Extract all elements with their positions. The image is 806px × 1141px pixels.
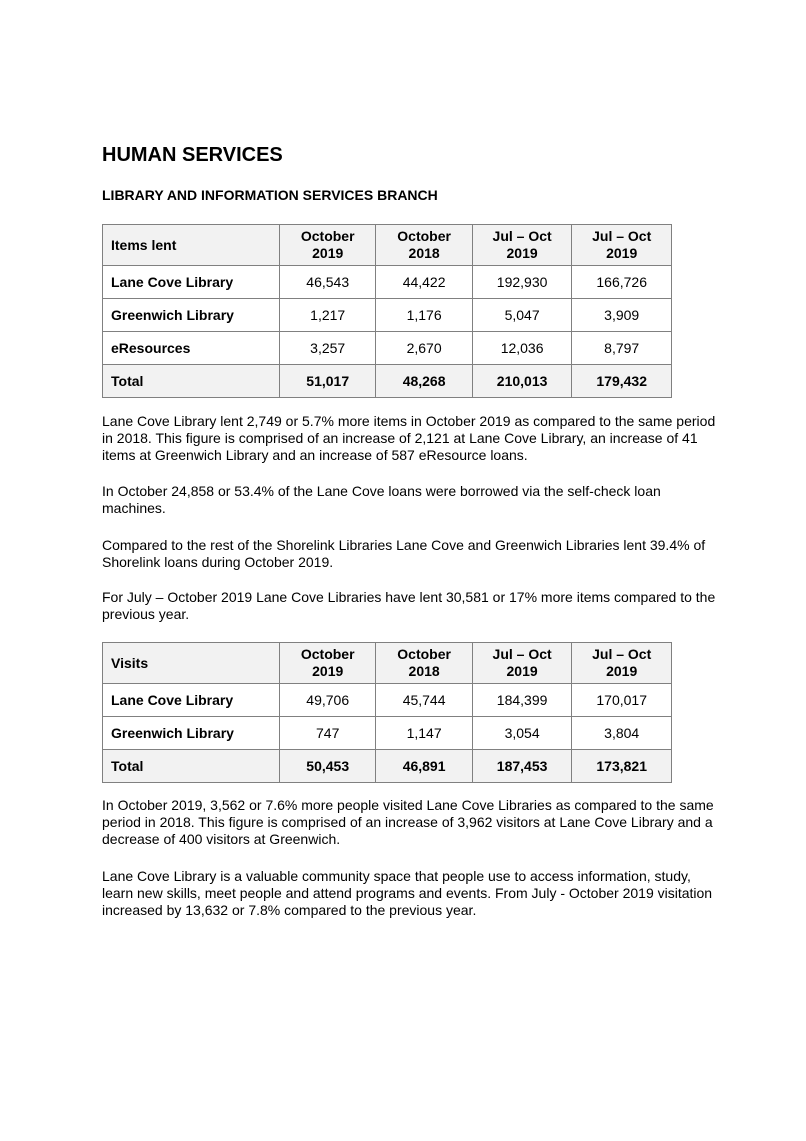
table-cell: 192,930 xyxy=(472,266,572,299)
row-label: Greenwich Library xyxy=(103,299,280,332)
header-cell-october-2018: October 2018 xyxy=(376,643,472,684)
total-cell: 46,891 xyxy=(376,750,472,783)
table-cell: 166,726 xyxy=(572,266,672,299)
total-cell: 187,453 xyxy=(472,750,572,783)
table-row xyxy=(103,299,672,332)
table-cell: 45,744 xyxy=(376,684,472,717)
table-cell: 184,399 xyxy=(472,684,572,717)
table-cell: 5,047 xyxy=(472,299,572,332)
header-cell-jul-oct-2019: Jul – Oct 2019 xyxy=(472,643,572,684)
table-total-row xyxy=(103,365,672,398)
items-lent-table xyxy=(102,224,672,398)
table-cell: 12,036 xyxy=(472,332,572,365)
header-cell-october-2019: October 2019 xyxy=(280,225,376,266)
table-cell: 49,706 xyxy=(280,684,376,717)
table-row xyxy=(103,684,672,717)
table-cell: 3,054 xyxy=(472,717,572,750)
header-cell-visits: Visits xyxy=(103,643,280,684)
total-cell: 50,453 xyxy=(280,750,376,783)
row-label: Lane Cove Library xyxy=(103,266,280,299)
total-cell: 48,268 xyxy=(376,365,472,398)
table-cell: 1,147 xyxy=(376,717,472,750)
table-cell: 747 xyxy=(280,717,376,750)
table-cell: 3,909 xyxy=(572,299,672,332)
table-cell: 46,543 xyxy=(280,266,376,299)
paragraph-items-summary: Lane Cove Library lent 2,749 or 5.7% more items in October 2019 as compared to the same period in 2018. This figure is comprised of an increase of 2,121 at Lane Cove Library, an increase of 41 items at Greenwich Library and an increase of 587 eResource loans. xyxy=(102,413,716,463)
table-cell: 1,176 xyxy=(376,299,472,332)
section-heading: LIBRARY AND INFORMATION SERVICES BRANCH xyxy=(102,187,438,203)
paragraph-visits-summary: In October 2019, 3,562 or 7.6% more people visited Lane Cove Libraries as compared to the same period in 2018. This figure is comprised of an increase of 3,962 visitors at Lane Cove Library and a decrease of 400 visitors at Greenwich. xyxy=(102,797,714,847)
row-label: Lane Cove Library xyxy=(103,684,280,717)
header-cell-october-2018: October 2018 xyxy=(376,225,472,266)
paragraph-self-check: In October 24,858 or 53.4% of the Lane Cove loans were borrowed via the self-check loan machines. xyxy=(102,483,661,516)
table-cell: 8,797 xyxy=(572,332,672,365)
table-cell: 2,670 xyxy=(376,332,472,365)
table-row xyxy=(103,332,672,365)
table-row xyxy=(103,266,672,299)
header-cell-jul-oct-2019-b: Jul – Oct 2019 xyxy=(572,225,672,266)
row-label: Greenwich Library xyxy=(103,717,280,750)
total-label: Total xyxy=(103,750,280,783)
total-cell: 179,432 xyxy=(572,365,672,398)
total-label: Total xyxy=(103,365,280,398)
table-header-row xyxy=(103,643,672,684)
page-title: HUMAN SERVICES xyxy=(102,144,283,166)
paragraph-community-space: Lane Cove Library is a valuable community space that people use to access information, study, learn new skills, meet people and attend programs and events. From July - October 2019 visitation increased by 13,632 or 7.8% compared to the previous year. xyxy=(102,868,713,918)
table-cell: 1,217 xyxy=(280,299,376,332)
table-cell: 3,257 xyxy=(280,332,376,365)
row-label: eResources xyxy=(103,332,280,365)
total-cell: 173,821 xyxy=(572,750,672,783)
header-cell-items-lent: Items lent xyxy=(103,225,280,266)
table-header-row xyxy=(103,225,672,266)
table-cell: 3,804 xyxy=(572,717,672,750)
paragraph-year-to-date: For July – October 2019 Lane Cove Libraries have lent 30,581 or 17% more items compared to the previous year. xyxy=(102,589,716,622)
table-row xyxy=(103,717,672,750)
total-cell: 210,013 xyxy=(472,365,572,398)
header-cell-jul-oct-2019: Jul – Oct 2019 xyxy=(472,225,572,266)
table-cell: 170,017 xyxy=(572,684,672,717)
paragraph-shorelink: Compared to the rest of the Shorelink Libraries Lane Cove and Greenwich Libraries lent 39.4% of Shorelink loans during October 2019. xyxy=(102,537,706,570)
visits-table xyxy=(102,642,672,783)
total-cell: 51,017 xyxy=(280,365,376,398)
table-cell: 44,422 xyxy=(376,266,472,299)
table-total-row xyxy=(103,750,672,783)
header-cell-jul-oct-2019-b: Jul – Oct 2019 xyxy=(572,643,672,684)
header-cell-october-2019: October 2019 xyxy=(280,643,376,684)
